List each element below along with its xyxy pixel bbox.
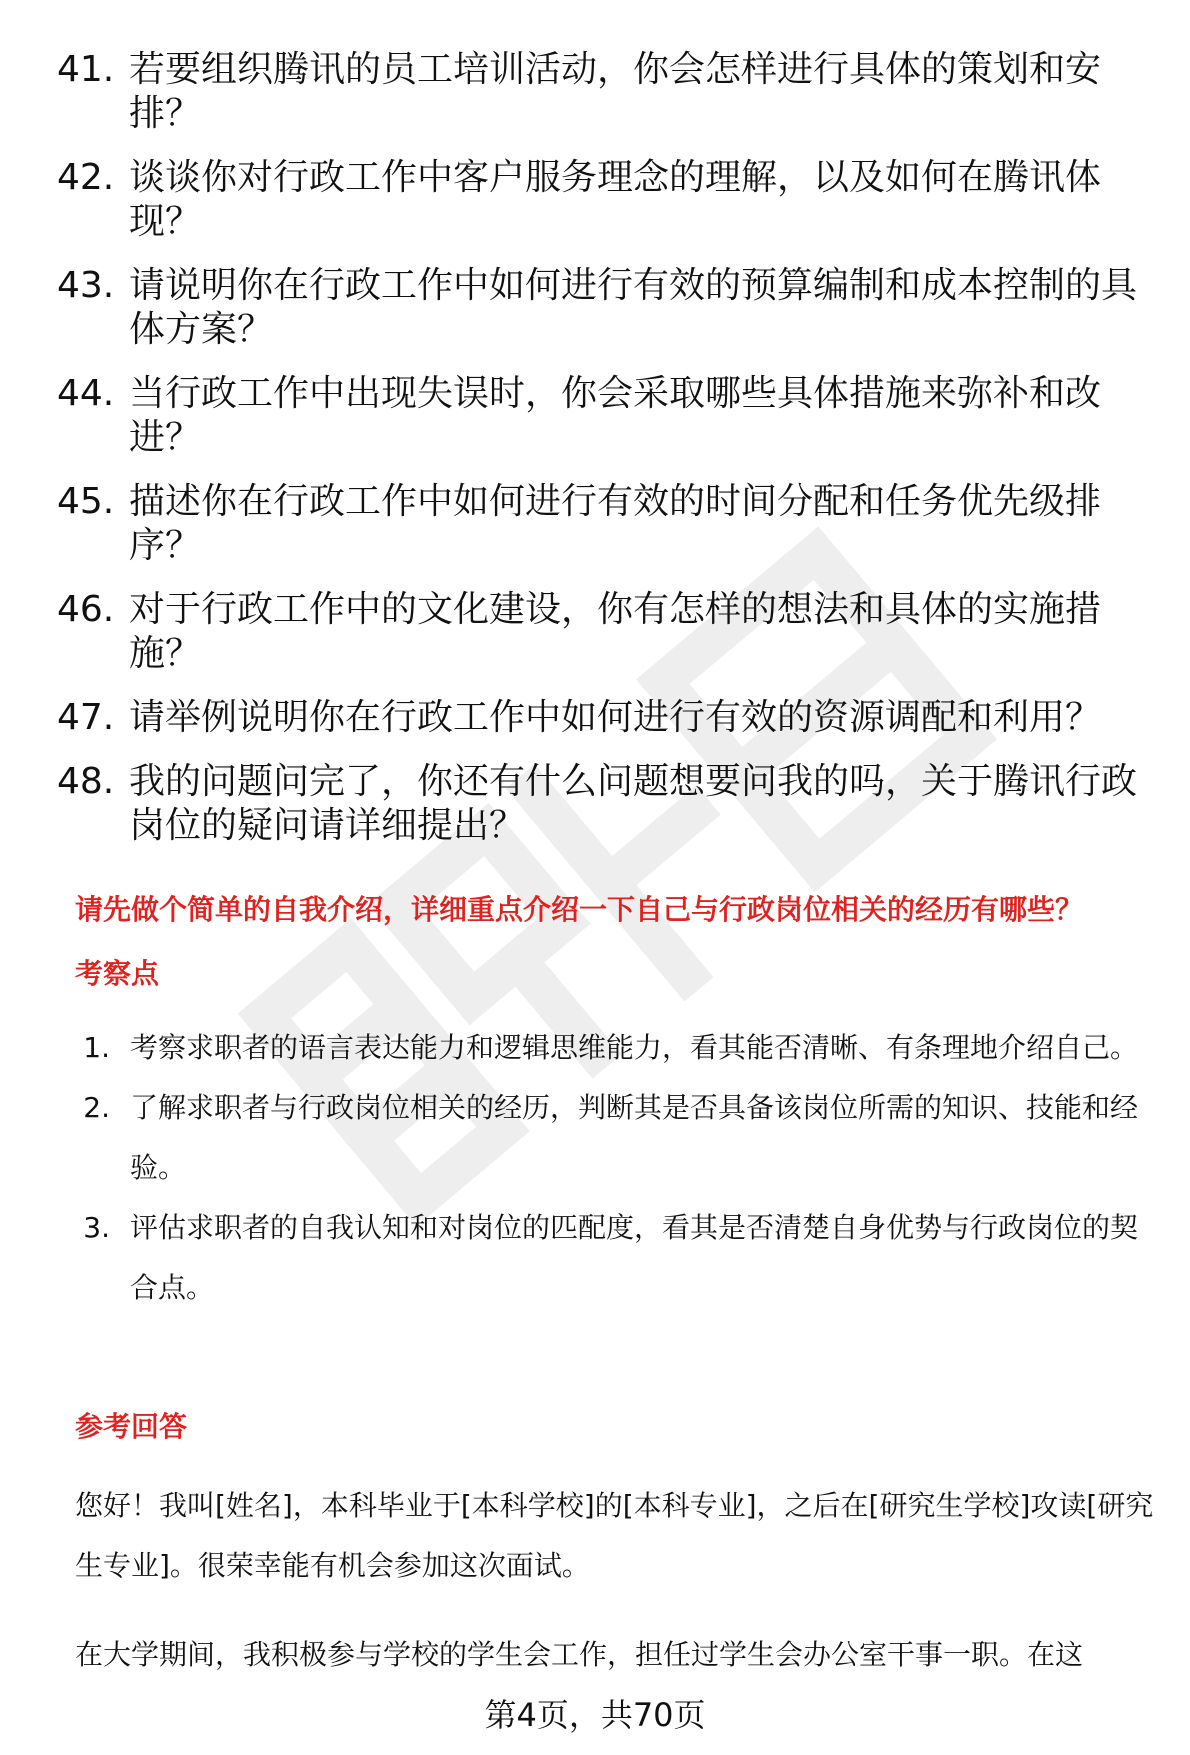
question-text: 谈谈你对行政工作中客户服务理念的理解，以及如何在腾讯体现？ [129, 157, 1102, 242]
interview-question-title: 请先做个简单的自我介绍，详细重点介绍一下自己与行政岗位相关的经历有哪些？ [75, 893, 1084, 926]
reference-answer-heading: 参考回答 [75, 1410, 188, 1443]
question-item [57, 588, 1157, 676]
answer-paragraph: 您好！我叫[姓名]，本科毕业于[本科学校]的[本科专业]，之后在[研究生学校]攻读[研究生专业]。很荣幸能有机会参加这次面试。 [75, 1489, 1154, 1582]
question-number: 43. [57, 265, 115, 306]
question-item [57, 264, 1157, 352]
exam-point-text: 考察求职者的语言表达能力和逻辑思维能力，看其能否清晰、有条理地介绍自己。 [130, 1031, 1139, 1064]
question-text: 请举例说明你在行政工作中如何进行有效的资源调配和利用？ [129, 697, 1102, 738]
exam-points-heading: 考察点 [75, 957, 160, 990]
exam-point-item [75, 1078, 1165, 1198]
question-item [57, 156, 1157, 244]
question-item [57, 696, 1157, 740]
page-number-footer: 第4页，共70页 [484, 1696, 706, 1734]
exam-points-list [75, 1018, 1165, 1318]
question-item [57, 480, 1157, 568]
question-number: 48. [57, 761, 115, 802]
exam-point-number: 3. [83, 1211, 110, 1244]
exam-point-text: 评估求职者的自我认知和对岗位的匹配度，看其是否清楚自身优势与行政岗位的契合点。 [130, 1211, 1139, 1304]
question-item [57, 48, 1157, 136]
exam-point-number: 1. [83, 1031, 110, 1064]
question-number: 46. [57, 589, 115, 630]
question-text: 当行政工作中出现失误时，你会采取哪些具体措施来弥补和改进？ [129, 373, 1102, 458]
question-text: 若要组织腾讯的员工培训活动，你会怎样进行具体的策划和安排？ [129, 49, 1102, 134]
question-text: 对于行政工作中的文化建设，你有怎样的想法和具体的实施措施？ [129, 589, 1102, 674]
answer-paragraph: 在大学期间，我积极参与学校的学生会工作，担任过学生会办公室干事一职。在这 [75, 1638, 1084, 1671]
exam-point-item [75, 1198, 1165, 1318]
question-number: 45. [57, 481, 115, 522]
question-text: 我的问题问完了，你还有什么问题想要问我的吗，关于腾讯行政岗位的疑问请详细提出？ [129, 761, 1138, 846]
exam-point-text: 了解求职者与行政岗位相关的经历，判断其是否具备该岗位所需的知识、技能和经验。 [130, 1091, 1139, 1184]
question-number: 47. [57, 697, 115, 738]
question-text: 请说明你在行政工作中如何进行有效的预算编制和成本控制的具体方案？ [129, 265, 1138, 350]
question-text: 描述你在行政工作中如何进行有效的时间分配和任务优先级排序？ [129, 481, 1102, 566]
exam-point-item [75, 1018, 1165, 1078]
question-number: 44. [57, 373, 115, 414]
question-number: 42. [57, 157, 115, 198]
question-item [57, 760, 1157, 848]
exam-point-number: 2. [83, 1091, 110, 1124]
question-number: 41. [57, 49, 115, 90]
question-list [57, 48, 1157, 868]
question-item [57, 372, 1157, 460]
